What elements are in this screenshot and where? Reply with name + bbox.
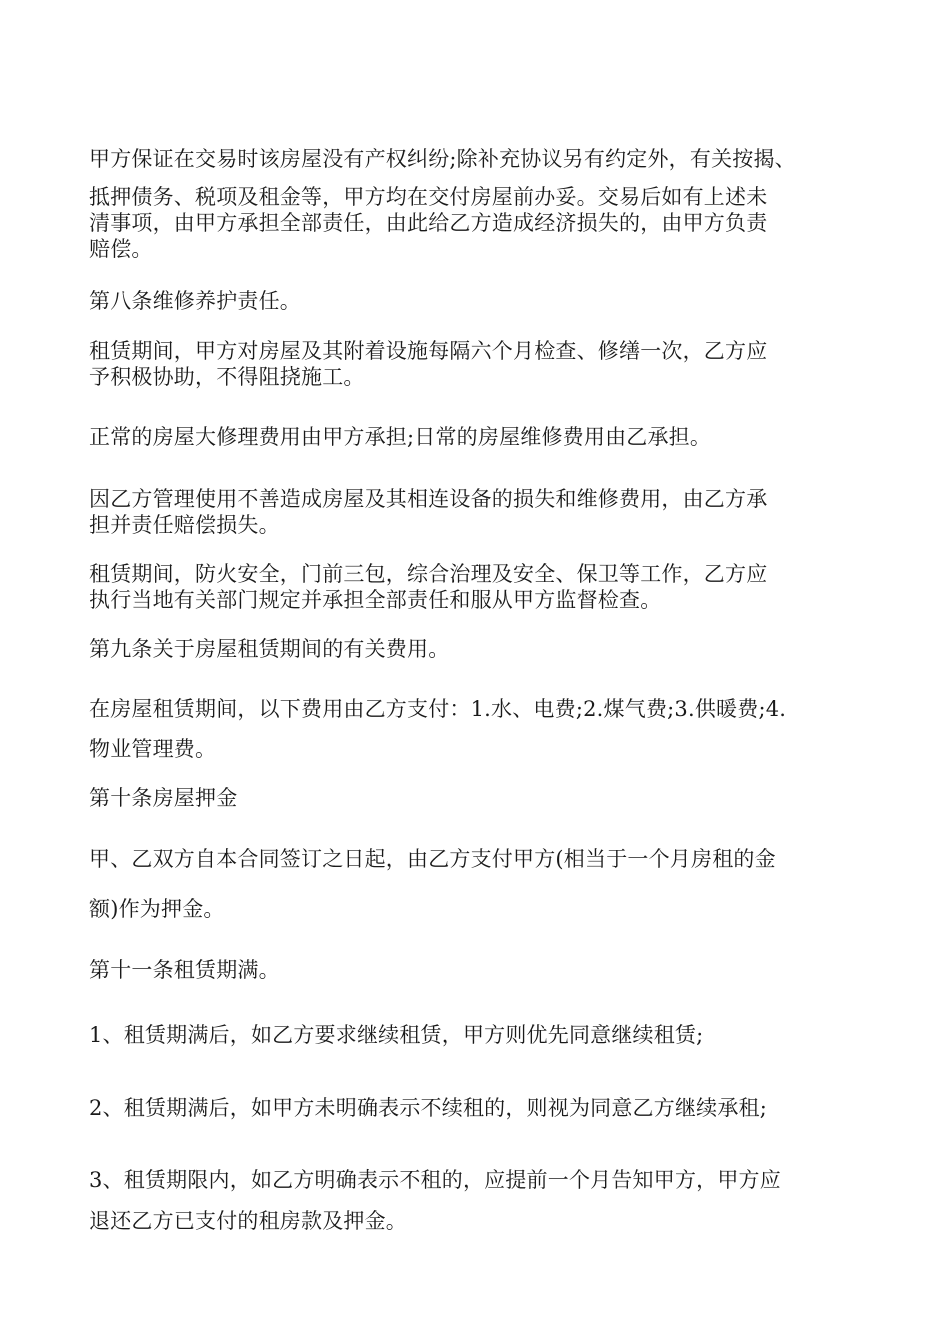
text-line: 额)作为押金。 (89, 897, 225, 921)
section-heading: 第八条维修养护责任。 (89, 289, 301, 313)
list-item: 退还乙方已支付的租房款及押金。 (89, 1209, 407, 1233)
text-line: 担并责任赔偿损失。 (89, 513, 280, 537)
text-line: 因乙方管理使用不善造成房屋及其相连设备的损失和维修费用，由乙方承 (89, 487, 768, 511)
text-line: 甲、乙双方自本合同签订之日起，由乙方支付甲方(相当于一个月房租的金 (89, 847, 776, 871)
text-line: 正常的房屋大修理费用由甲方承担;日常的房屋维修费用由乙承担。 (89, 425, 712, 449)
section-heading: 第九条关于房屋租赁期间的有关费用。 (89, 637, 450, 661)
text-line: 甲方保证在交易时该房屋没有产权纠纷;除补充协议另有约定外，有关按揭、 (89, 147, 796, 171)
section-heading: 第十条房屋押金 (89, 786, 238, 810)
text-line: 赔偿。 (89, 237, 153, 261)
text-line: 在房屋租赁期间，以下费用由乙方支付：1.水、电费;2.煤气费;3.供暖费;4. (89, 697, 787, 721)
list-item: 2、租赁期满后，如甲方未明确表示不续租的，则视为同意乙方继续承租; (89, 1096, 768, 1120)
text-line: 予积极协助，不得阻挠施工。 (89, 365, 365, 389)
text-line: 物业管理费。 (89, 737, 217, 761)
text-line: 抵押债务、税项及租金等，甲方均在交付房屋前办妥。交易后如有上述未 (89, 185, 768, 209)
text-line: 执行当地有关部门规定并承担全部责任和服从甲方监督检查。 (89, 588, 662, 612)
text-line: 租赁期间，防火安全，门前三包，综合治理及安全、保卫等工作，乙方应 (89, 562, 768, 586)
text-line: 租赁期间，甲方对房屋及其附着设施每隔六个月检查、修缮一次，乙方应 (89, 339, 768, 363)
list-item: 1、租赁期满后，如乙方要求继续租赁，甲方则优先同意继续租赁; (89, 1023, 704, 1047)
text-line: 清事项，由甲方承担全部责任，由此给乙方造成经济损失的，由甲方负责 (89, 211, 768, 235)
section-heading: 第十一条租赁期满。 (89, 958, 280, 982)
list-item: 3、租赁期限内，如乙方明确表示不租的，应提前一个月告知甲方，甲方应 (89, 1168, 781, 1192)
